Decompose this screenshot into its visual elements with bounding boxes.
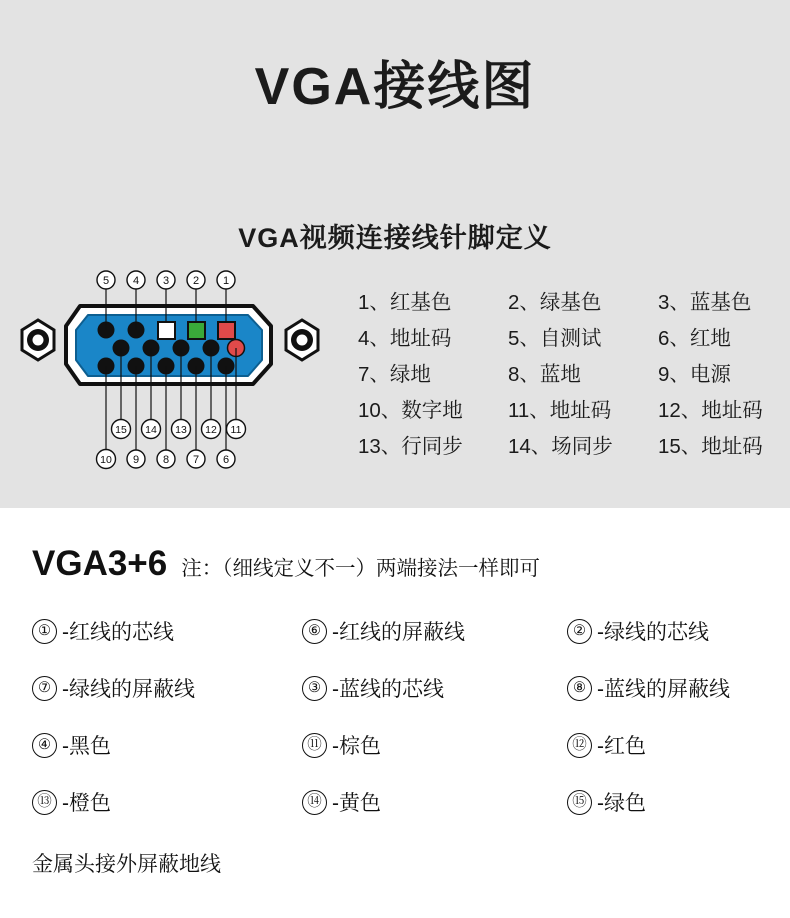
wiring-panel xyxy=(0,508,790,918)
svg-text:14: 14 xyxy=(145,424,157,436)
pin-definition-cell: 10、数字地 xyxy=(358,399,463,422)
pin-definition-cell: 12、地址码 xyxy=(658,399,763,422)
wiring-item-label: -黄色 xyxy=(332,792,381,815)
svg-text:12: 12 xyxy=(205,424,217,436)
diagram-subtitle: VGA视频连接线针脚定义 xyxy=(238,223,552,253)
svg-text:10: 10 xyxy=(100,454,112,466)
pin-number-badge: ③ xyxy=(302,676,327,701)
svg-text:2: 2 xyxy=(192,275,200,287)
svg-text:8: 8 xyxy=(162,454,170,466)
pin-definition-row xyxy=(358,432,778,462)
pin-definition-cell: 9、电源 xyxy=(658,363,731,386)
pin-number-badge: ⑦ xyxy=(32,676,57,701)
wiring-item-label: -黑色 xyxy=(62,735,111,758)
wiring-item xyxy=(302,616,567,646)
wiring-item xyxy=(32,730,302,760)
pin-definition-cell: 7、绿地 xyxy=(358,363,431,386)
wiring-item xyxy=(567,673,772,703)
pin-number-badge: ⑪ xyxy=(302,733,327,758)
pin-number-badge: ⑫ xyxy=(567,733,592,758)
wiring-item-label: -绿线的屏蔽线 xyxy=(62,678,195,701)
wiring-item xyxy=(567,730,772,760)
wiring-item xyxy=(302,730,567,760)
pin-definition-cell: 8、蓝地 xyxy=(508,363,581,386)
pin-number-badge: ④ xyxy=(32,733,57,758)
pin-definition-cell: 15、地址码 xyxy=(658,435,763,458)
pin-definition-cell: 6、红地 xyxy=(658,327,731,350)
wiring-footer-note: 金属头接外屏蔽地线 xyxy=(32,853,221,876)
svg-text:9: 9 xyxy=(132,454,140,466)
svg-text:11: 11 xyxy=(230,424,242,436)
pin-number-badge: ⑬ xyxy=(32,790,57,815)
pin-number-badge: ⑥ xyxy=(302,619,327,644)
pin-definition-cell: 1、红基色 xyxy=(358,291,452,314)
svg-text:1: 1 xyxy=(222,275,230,287)
wiring-row xyxy=(32,673,772,703)
wiring-item-label: -红线的芯线 xyxy=(62,621,174,644)
bottom-pin-labels xyxy=(97,450,236,469)
wiring-item-label: -棕色 xyxy=(332,735,381,758)
vga-connector-illustration xyxy=(8,268,338,478)
pin-definition-cell: 13、行同步 xyxy=(358,435,463,458)
svg-text:13: 13 xyxy=(175,424,187,436)
pin-definition-cell: 14、场同步 xyxy=(508,435,613,458)
wiring-note: 注：（细线定义不一）两端接法一样即可 xyxy=(181,557,540,580)
pin-definition-cell: 3、蓝基色 xyxy=(658,291,752,314)
wiring-row xyxy=(32,787,772,817)
right-mount-nut xyxy=(286,320,318,360)
wiring-title: VGA3+6 xyxy=(32,544,168,583)
wiring-item xyxy=(32,616,302,646)
wiring-item xyxy=(567,616,772,646)
pin-definition-row xyxy=(358,324,778,354)
svg-text:15: 15 xyxy=(115,424,127,436)
pin-definition-list xyxy=(358,288,778,468)
wiring-row xyxy=(32,730,772,760)
pin-number-badge: ⑮ xyxy=(567,790,592,815)
wiring-item xyxy=(302,673,567,703)
pin-number-badge: ⑭ xyxy=(302,790,327,815)
svg-text:5: 5 xyxy=(102,275,110,287)
svg-text:3: 3 xyxy=(162,275,170,287)
page-title: VGA接线图 xyxy=(254,58,536,116)
wiring-item-label: -绿线的芯线 xyxy=(597,621,709,644)
pin-number-badge: ① xyxy=(32,619,57,644)
top-pin-labels xyxy=(97,271,235,289)
pin-definition-row xyxy=(358,360,778,390)
wiring-heading xyxy=(32,544,540,584)
wiring-item xyxy=(567,787,772,817)
pin-definition-row xyxy=(358,288,778,318)
pin-definition-row xyxy=(358,396,778,426)
pin-number-badge: ⑧ xyxy=(567,676,592,701)
wiring-item xyxy=(32,787,302,817)
svg-text:7: 7 xyxy=(192,454,200,466)
wiring-item-label: -蓝线的芯线 xyxy=(332,678,444,701)
pin-definition-cell: 2、绿基色 xyxy=(508,291,602,314)
wiring-row xyxy=(32,616,772,646)
vga-connector-svg xyxy=(8,268,338,478)
wiring-item xyxy=(302,787,567,817)
wiring-item-label: -蓝线的屏蔽线 xyxy=(597,678,730,701)
wiring-item-label: -绿色 xyxy=(597,792,646,815)
wiring-item-label: -红色 xyxy=(597,735,646,758)
svg-text:6: 6 xyxy=(222,454,230,466)
svg-text:4: 4 xyxy=(132,275,140,287)
wiring-list xyxy=(32,616,772,844)
wiring-item-label: -红线的屏蔽线 xyxy=(332,621,465,644)
left-mount-nut xyxy=(22,320,54,360)
wiring-item xyxy=(32,673,302,703)
wiring-item-label: -橙色 xyxy=(62,792,111,815)
pin-definition-cell: 11、地址码 xyxy=(508,399,612,422)
pin-number-badge: ② xyxy=(567,619,592,644)
pin-definition-cell: 4、地址码 xyxy=(358,327,452,350)
pin-definition-cell: 5、自测试 xyxy=(508,327,602,350)
